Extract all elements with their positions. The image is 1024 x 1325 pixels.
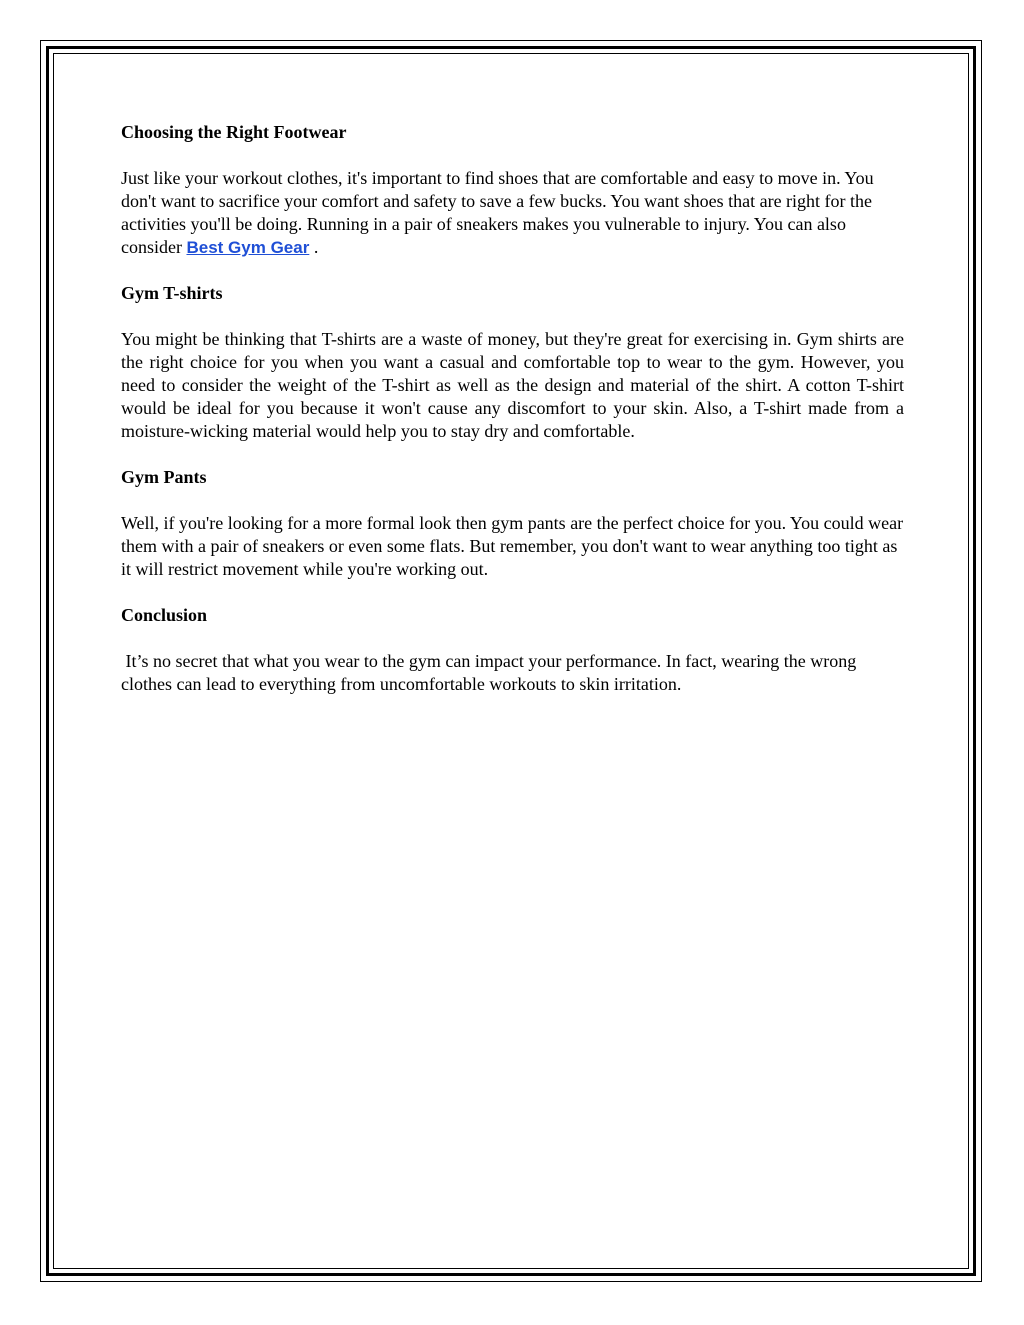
section-body-footwear — [121, 167, 904, 259]
section-heading-conclusion: Conclusion — [121, 605, 208, 625]
footwear-text: Just like your workout clothes, it's important to find shoes that are comfortable and easy to move in. You don't want to sacrifice your comfort and safety to save a few bucks. You want shoes that are right for the activities you'll be doing. Running in a pair of sneakers makes you vulnerable to injury. You can also consider — [121, 168, 874, 257]
section-heading-pants: Gym Pants — [121, 467, 207, 487]
section-heading-tshirts: Gym T-shirts — [121, 283, 223, 303]
section-heading-footwear: Choosing the Right Footwear — [121, 122, 347, 142]
section-body-pants: Well, if you're looking for a more formal look then gym pants are the perfect choice for you. You could wear them with a pair of sneakers or even some flats. But remember, you don't want to wear anything too tight as it will restrict movement while you're working out. — [121, 513, 904, 579]
document-body — [121, 121, 904, 719]
section-body-tshirts: You might be thinking that T-shirts are a waste of money, but they're great for exercising in. Gym shirts are the right choice for you when you want a casual and comfortable top to wear to the gym. However, you need to consider the weight of the T-shirt as well as the design and material of the shirt. A cotton T-shirt would be ideal for you because it won't cause any discomfort to your skin. Also, a T-shirt made from a moisture-wicking material would help you to stay dry and comfortable. — [121, 329, 904, 441]
section-body-conclusion: It’s no secret that what you wear to the gym can impact your performance. In fact, wearing the wrong clothes can lead to everything from uncomfortable workouts to skin irritation. — [121, 651, 861, 694]
best-gym-gear-link[interactable]: Best Gym Gear — [186, 238, 310, 257]
footwear-text-end: . — [309, 237, 319, 257]
